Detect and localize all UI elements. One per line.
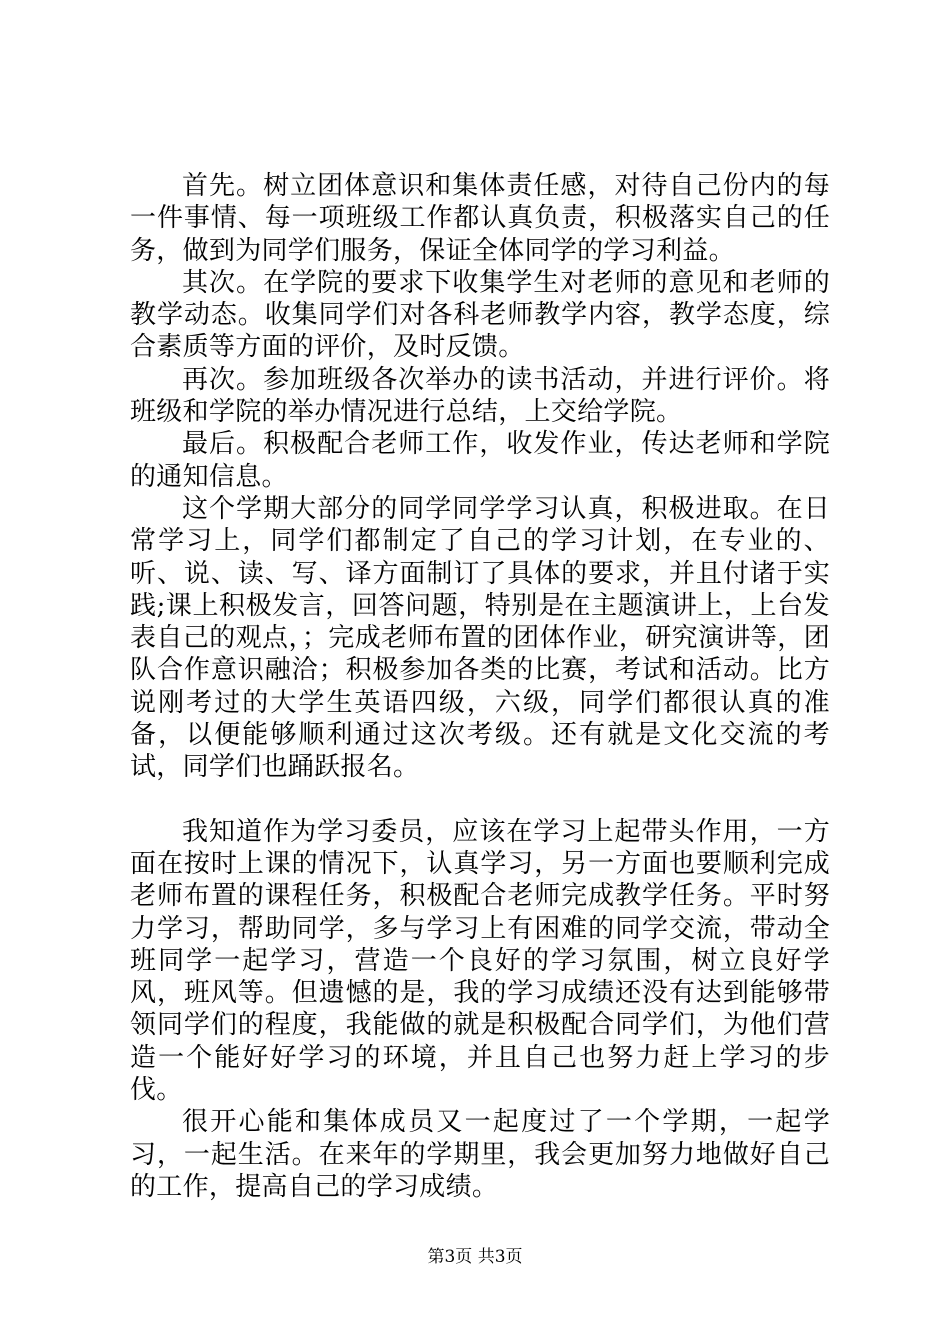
- paragraph-last: 最后。积极配合老师工作，收发作业，传达老师和学院的通知信息。: [130, 429, 830, 492]
- paragraph-second: 其次。在学院的要求下收集学生对老师的意见和老师的教学动态。收集同学们对各科老师教学内容，教学态度，综合素质等方面的评价，及时反馈。: [130, 267, 830, 363]
- paragraph-study-committee: 我知道作为学习委员，应该在学习上起带头作用，一方面在按时上课的情况下，认真学习，另一方面也要顺利完成老师布置的课程任务，积极配合老师完成教学任务。平时努力学习，帮助同学，多与学习上有困难的同学交流，带动全班同学一起学习，营造一个良好的学习氛围，树立良好学风，班风等。但遗憾的是，我的学习成绩还没有达到能够带领同学们的程度，我能做的就是积极配合同学们，为他们营造一个能好好学习的环境，并且自己也努力赶上学习的步伐。: [130, 816, 830, 1106]
- page-number-footer: 第3页 共3页: [427, 1247, 523, 1267]
- paragraph-first: 首先。树立团体意识和集体责任感，对待自己份内的每一件事情、每一项班级工作都认真负责，积极落实自己的任务，做到为同学们服务，保证全体同学的学习利益。: [130, 171, 830, 266]
- paragraph-third: 再次。参加班级各次举办的读书活动，并进行评价。将班级和学院的举办情况进行总结，上交给学院。: [130, 364, 830, 428]
- document-body: [130, 170, 830, 1203]
- paragraph-closing: 很开心能和集体成员又一起度过了一个学期，一起学习，一起生活。在来年的学期里，我会更加努力地做好自己的工作，提高自己的学习成绩。: [130, 1107, 830, 1202]
- paragraph-semester-summary: 这个学期大部分的同学同学学习认真，积极进取。在日常学习上，同学们都制定了自己的学习计划，在专业的、听、说、读、写、译方面制订了具体的要求，并且付诸于实践;课上积极发言，回答问题，特别是在主题演讲上，上台发表自己的观点，；完成老师布置的团体作业，研究演讲等，团队合作意识融洽；积极参加各类的比赛，考试和活动。比方说刚考过的大学生英语四级，六级，同学们都很认真的准备，以便能够顺利通过这次考级。还有就是文化交流的考试，同学们也踊跃报名。: [130, 493, 830, 783]
